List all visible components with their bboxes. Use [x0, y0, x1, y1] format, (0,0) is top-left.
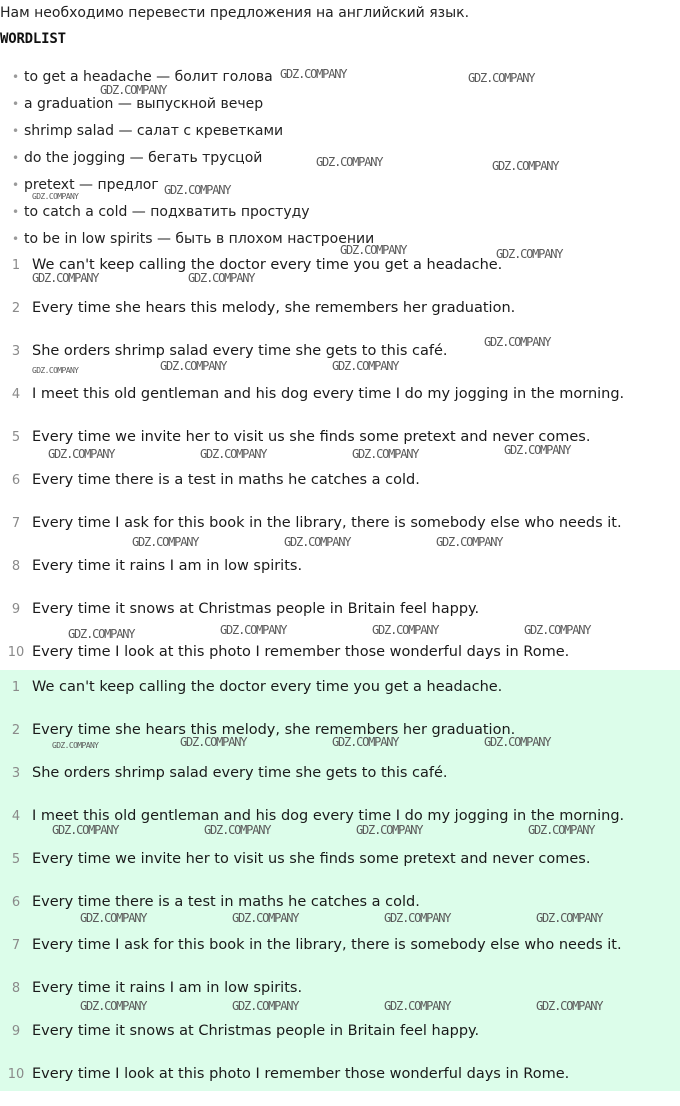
sentence-text: Every time I look at this photo I remember those wonderful days in Rome.: [32, 644, 570, 660]
sentence-text: I meet this old gentleman and his dog every time I do my jogging in the morning.: [32, 808, 625, 824]
watermark: GDZ.COMPANY: [316, 155, 383, 169]
sentence-row: [0, 1020, 680, 1063]
sentence-row: [0, 676, 680, 719]
wordlist-heading: WORDLIST: [0, 31, 66, 47]
sentence-text: Every time she hears this melody, she remembers her graduation.: [32, 722, 516, 738]
wordlist: [12, 66, 680, 255]
sentence-number: 4: [11, 809, 21, 824]
sentence-number: 8: [11, 559, 21, 574]
watermark: GDZ.COMPANY: [188, 271, 255, 285]
watermark: GDZ.COMPANY: [204, 823, 271, 837]
sentence-row: [0, 383, 680, 426]
wordlist-item: [12, 201, 680, 228]
bullet-icon: •: [12, 70, 20, 84]
watermark: GDZ.COMPANY: [284, 535, 351, 549]
sentence-row: [0, 254, 680, 297]
watermark: GDZ.COMPANY: [536, 911, 603, 925]
watermark: GDZ.COMPANY: [232, 911, 299, 925]
wordlist-item: [12, 66, 680, 93]
sentence-row: [0, 934, 680, 977]
sentence-text: Every time we invite her to visit us she finds some pretext and never comes.: [32, 429, 591, 445]
wordlist-item-text: a graduation — выпускной вечер: [24, 96, 264, 112]
wordlist-item: [12, 93, 680, 120]
watermark: GDZ.COMPANY: [484, 335, 551, 349]
sentence-text: She orders shrimp salad every time she gets to this café.: [32, 343, 448, 359]
watermark: GDZ.COMPANY: [180, 735, 247, 749]
watermark: GDZ.COMPANY: [492, 159, 559, 173]
watermark: GDZ.COMPANY: [220, 623, 287, 637]
wordlist-item-text: shrimp salad — салат с креветками: [24, 123, 284, 139]
sentence-number: 7: [11, 516, 21, 531]
sentence-row: [0, 555, 680, 598]
watermark: GDZ.COMPANY: [160, 359, 227, 373]
sentence-text: Every time it snows at Christmas people in Britain feel happy.: [32, 601, 480, 617]
sentence-number: 6: [11, 473, 21, 488]
sentences-section-1: [0, 254, 680, 684]
watermark: GDZ.COMPANY: [32, 192, 79, 201]
watermark: GDZ.COMPANY: [332, 359, 399, 373]
sentence-row: [0, 1063, 680, 1106]
sentence-number: 3: [11, 766, 21, 781]
sentence-number: 5: [11, 852, 21, 867]
sentence-text: Every time there is a test in maths he catches a cold.: [32, 894, 420, 910]
sentence-number: 9: [11, 602, 21, 617]
watermark: GDZ.COMPANY: [484, 735, 551, 749]
watermark: GDZ.COMPANY: [48, 447, 115, 461]
sentence-row: [0, 891, 680, 934]
sentence-number: 10: [7, 645, 25, 660]
sentence-number: 3: [11, 344, 21, 359]
watermark: GDZ.COMPANY: [384, 911, 451, 925]
sentence-number: 6: [11, 895, 21, 910]
watermark: GDZ.COMPANY: [52, 741, 99, 750]
sentence-number: 4: [11, 387, 21, 402]
sentence-text: Every time she hears this melody, she remembers her graduation.: [32, 300, 516, 316]
watermark: GDZ.COMPANY: [436, 535, 503, 549]
sentence-number: 7: [11, 938, 21, 953]
sentence-number: 1: [11, 258, 21, 273]
sentence-text: She orders shrimp salad every time she gets to this café.: [32, 765, 448, 781]
sentence-row: [0, 297, 680, 340]
sentences-section-2: [0, 670, 680, 1091]
sentence-text: Every time I look at this photo I remember those wonderful days in Rome.: [32, 1066, 570, 1082]
wordlist-item: [12, 174, 680, 201]
wordlist-item-text: to get a headache — болит голова: [24, 69, 273, 85]
bullet-icon: •: [12, 124, 20, 138]
sentence-row: [0, 598, 680, 641]
sentence-row: [0, 805, 680, 848]
sentence-text: Every time there is a test in maths he catches a cold.: [32, 472, 420, 488]
watermark: GDZ.COMPANY: [80, 911, 147, 925]
watermark: GDZ.COMPANY: [32, 271, 99, 285]
wordlist-item-text: do the jogging — бегать трусцой: [24, 150, 263, 166]
watermark: GDZ.COMPANY: [200, 447, 267, 461]
watermark: GDZ.COMPANY: [68, 627, 135, 641]
sentence-text: Every time I ask for this book in the library, there is somebody else who needs it.: [32, 937, 622, 953]
sentence-text: Every time I ask for this book in the library, there is somebody else who needs it.: [32, 515, 622, 531]
wordlist-item: [12, 147, 680, 174]
watermark: GDZ.COMPANY: [504, 443, 571, 457]
sentence-text: Every time it snows at Christmas people in Britain feel happy.: [32, 1023, 480, 1039]
bullet-icon: •: [12, 151, 20, 165]
bullet-icon: •: [12, 97, 20, 111]
wordlist-item-text: to be in low spirits — быть в плохом настроении: [24, 231, 375, 247]
watermark: GDZ.COMPANY: [496, 247, 563, 261]
watermark: GDZ.COMPANY: [80, 999, 147, 1013]
sentence-number: 2: [11, 301, 21, 316]
sentence-row: [0, 512, 680, 555]
watermark: GDZ.COMPANY: [332, 735, 399, 749]
watermark: GDZ.COMPANY: [232, 999, 299, 1013]
wordlist-item-text: to catch a cold — подхватить простуду: [24, 204, 310, 220]
bullet-icon: •: [12, 178, 20, 192]
bullet-icon: •: [12, 232, 20, 246]
sentence-text: Every time it rains I am in low spirits.: [32, 980, 303, 996]
watermark: GDZ.COMPANY: [32, 366, 79, 375]
sentence-text: Every time we invite her to visit us she finds some pretext and never comes.: [32, 851, 591, 867]
sentence-number: 10: [7, 1067, 25, 1082]
watermark: GDZ.COMPANY: [524, 623, 591, 637]
sentence-row: [0, 469, 680, 512]
sentence-number: 2: [11, 723, 21, 738]
watermark: GDZ.COMPANY: [384, 999, 451, 1013]
watermark: GDZ.COMPANY: [372, 623, 439, 637]
watermark: GDZ.COMPANY: [352, 447, 419, 461]
sentence-row: [0, 719, 680, 762]
bullet-icon: •: [12, 205, 20, 219]
watermark: GDZ.COMPANY: [340, 243, 407, 257]
watermark: GDZ.COMPANY: [164, 183, 231, 197]
wordlist-item: [12, 120, 680, 147]
sentence-row: [0, 848, 680, 891]
watermark: GDZ.COMPANY: [536, 999, 603, 1013]
sentence-number: 5: [11, 430, 21, 445]
watermark: GDZ.COMPANY: [52, 823, 119, 837]
sentence-text: Every time it rains I am in low spirits.: [32, 558, 303, 574]
sentence-row: [0, 977, 680, 1020]
watermark: GDZ.COMPANY: [100, 83, 167, 97]
watermark: GDZ.COMPANY: [132, 535, 199, 549]
sentence-row: [0, 426, 680, 469]
sentence-row: [0, 340, 680, 383]
watermark: GDZ.COMPANY: [528, 823, 595, 837]
sentence-row: [0, 762, 680, 805]
watermark: GDZ.COMPANY: [280, 67, 347, 81]
wordlist-item: [12, 228, 680, 255]
sentence-number: 8: [11, 981, 21, 996]
watermark: GDZ.COMPANY: [356, 823, 423, 837]
sentence-text: I meet this old gentleman and his dog every time I do my jogging in the morning.: [32, 386, 625, 402]
sentence-text: We can't keep calling the doctor every time you get a headache.: [32, 679, 503, 695]
watermark: GDZ.COMPANY: [468, 71, 535, 85]
wordlist-item-text: pretext — предлог: [24, 177, 159, 193]
sentence-number: 9: [11, 1024, 21, 1039]
intro-text: Нам необходимо перевести предложения на английский язык.: [0, 5, 470, 21]
sentence-text: We can't keep calling the doctor every time you get a headache.: [32, 257, 503, 273]
sentence-number: 1: [11, 680, 21, 695]
